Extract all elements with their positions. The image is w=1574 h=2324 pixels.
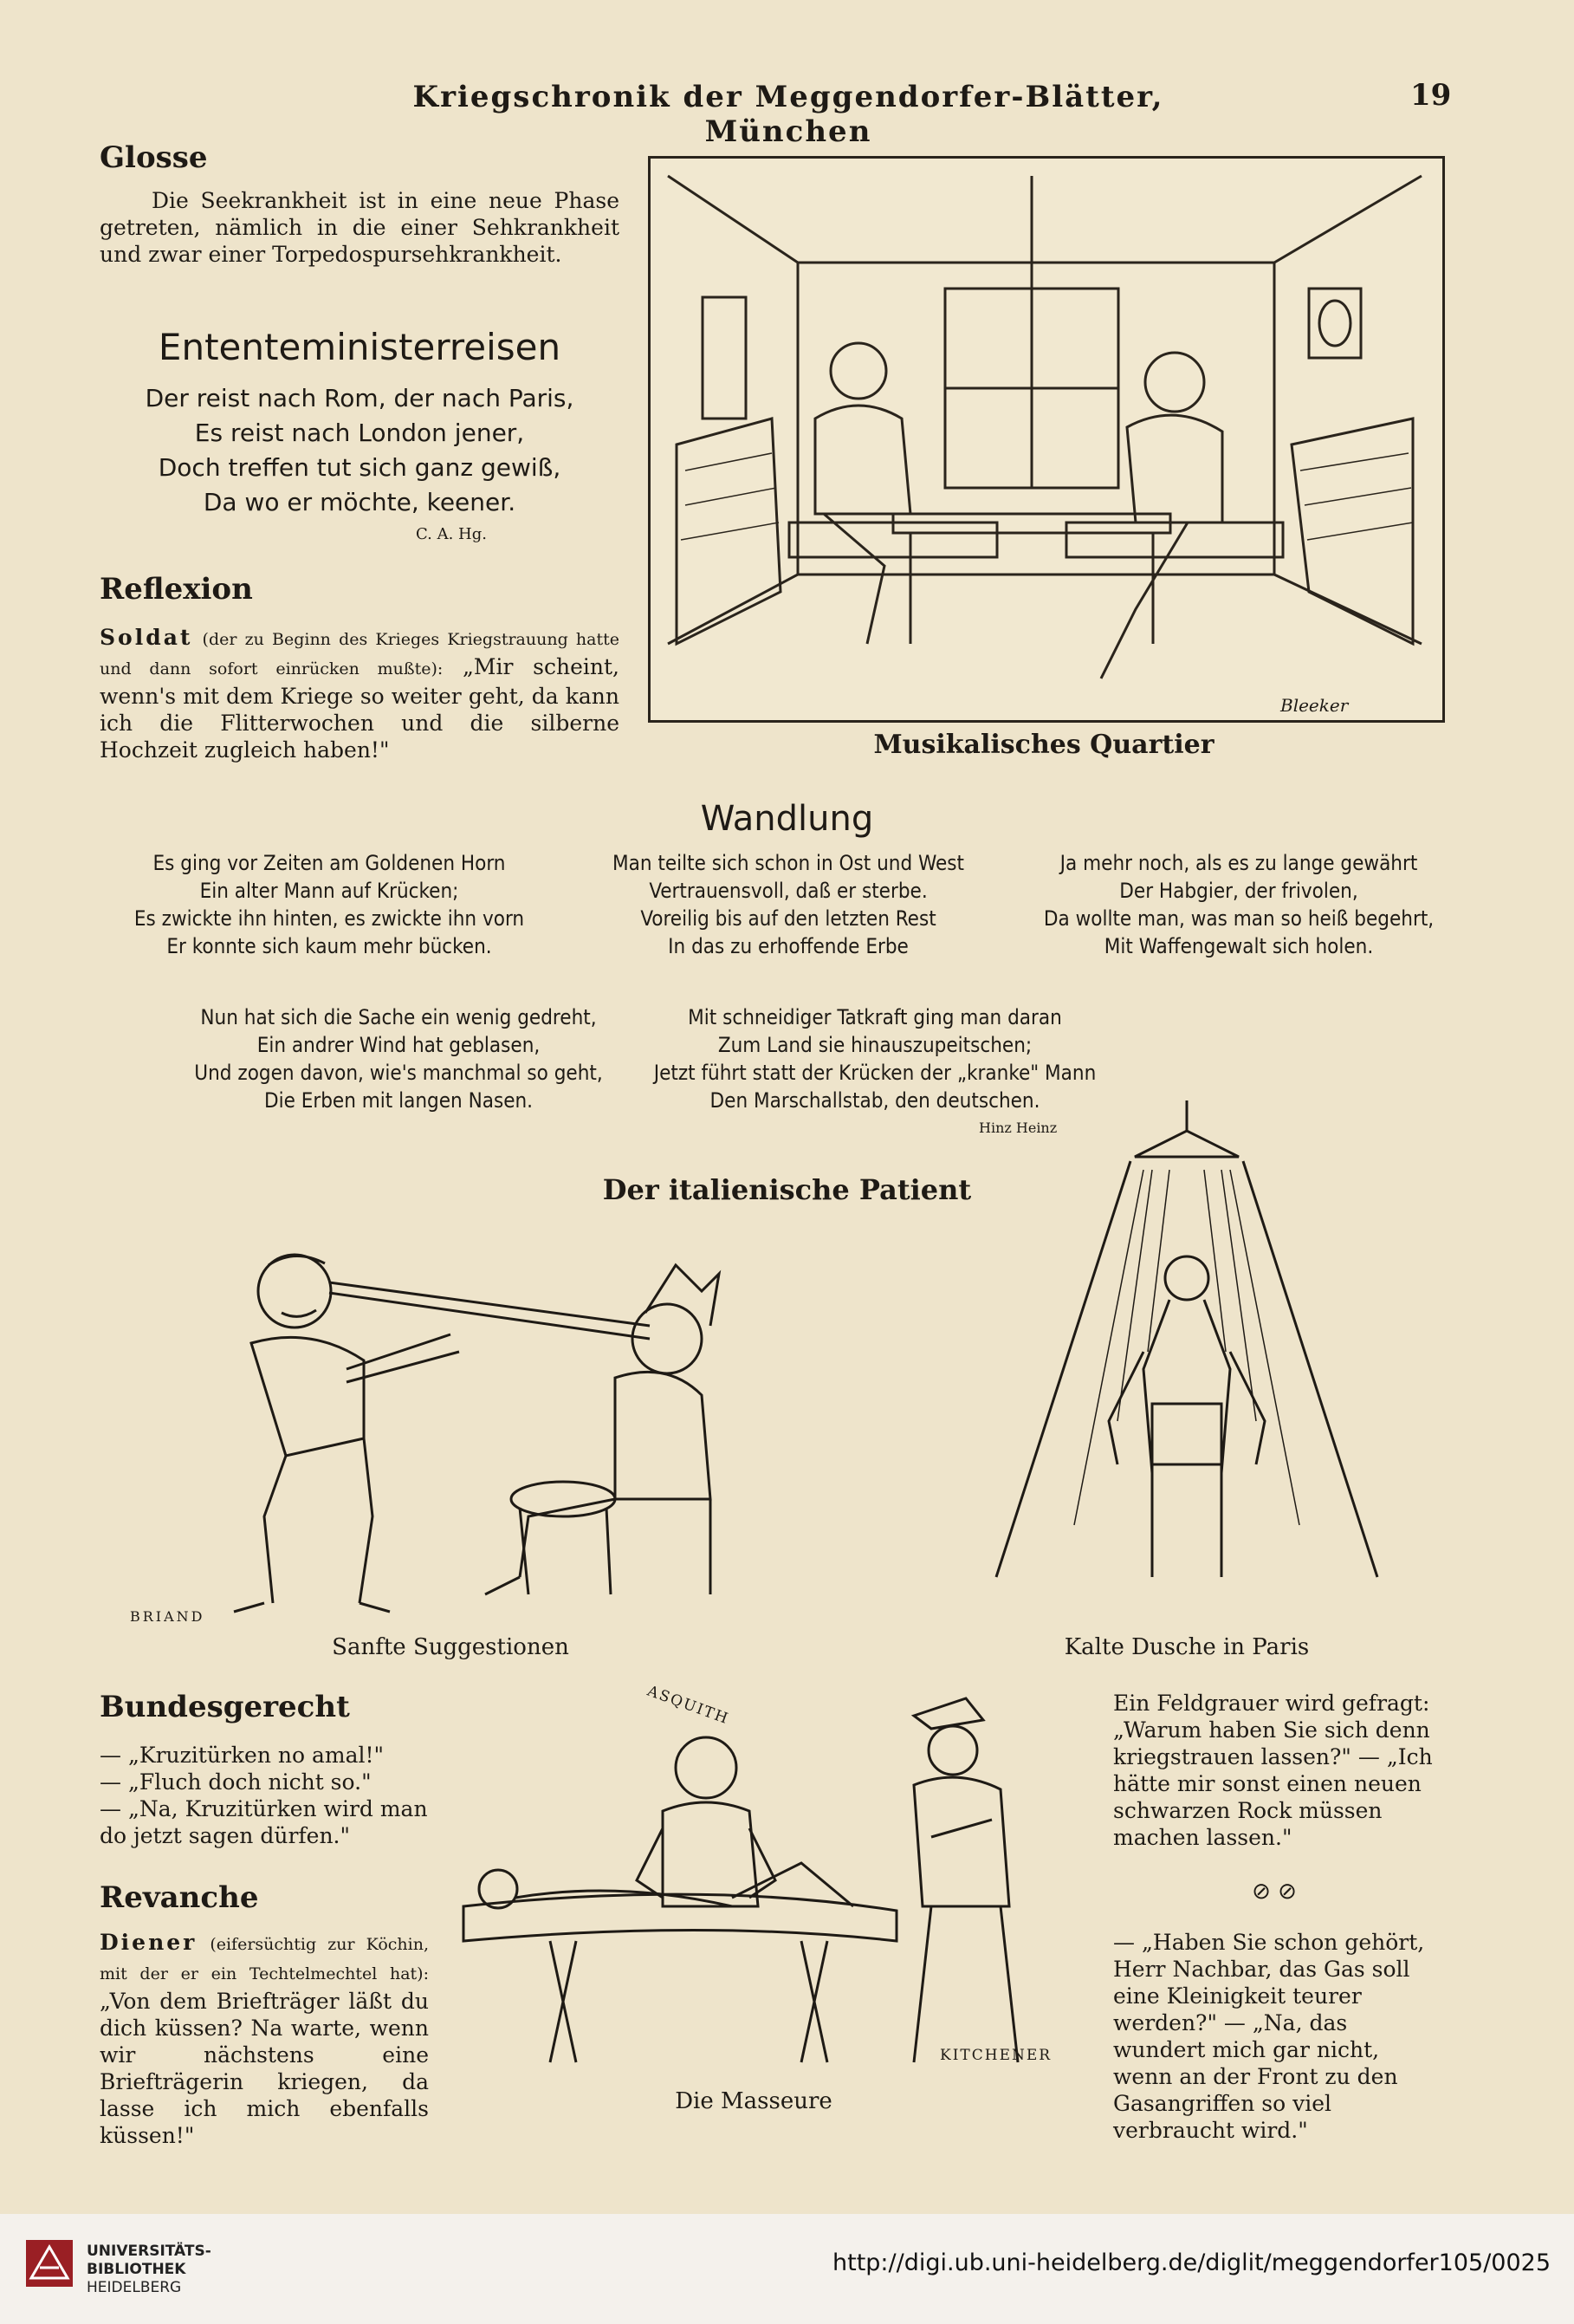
kalte-dusche-caption: Kalte Dusche in Paris	[1064, 1634, 1310, 1660]
poem-line: Doch treffen tut sich ganz gewiß,	[158, 453, 561, 482]
wandlung-stanza-1	[95, 849, 563, 960]
patient-title: Der italienische Patient	[602, 1173, 972, 1206]
page-number: 19	[1410, 78, 1452, 113]
reflexion-text	[100, 624, 619, 763]
sanfte-caption: Sanfte Suggestionen	[332, 1634, 569, 1660]
verse-line: Es zwickte ihn hinten, es zwickte ihn vorn	[133, 906, 525, 931]
verse-line: Jetzt führt statt der Krücken der „kranke" Mann	[653, 1061, 1097, 1085]
verse-line: Ein alter Mann auf Krücken;	[199, 879, 459, 903]
reflexion-quote: „Mir scheint, wenn's mit dem Kriege so weiter geht, da kann ich die Flitterwochen und die silberne Hochzeit zugleich haben!"	[100, 654, 619, 763]
illustration-caption: Musikalisches Quartier	[873, 730, 1215, 760]
verse-line: Nun hat sich die Sache ein wenig gedreht,	[200, 1005, 597, 1029]
bundesgerecht-text	[100, 1742, 429, 1849]
verse-line: Mit Waffengewalt sich holen.	[1104, 934, 1374, 958]
verse-line: Voreilig bis auf den letzten Rest	[640, 906, 936, 931]
verse-line: Er konnte sich kaum mehr bücken.	[166, 934, 492, 958]
verse-line: Ein andrer Wind hat geblasen,	[256, 1033, 541, 1057]
bundesgerecht-heading: Bundesgerecht	[100, 1690, 350, 1724]
verse-line: Zum Land sie hinauszupeitschen;	[717, 1033, 1033, 1057]
verse-line: Vertrauensvoll, daß er sterbe.	[649, 879, 928, 903]
asquith-label: ASQUITH	[644, 1682, 732, 1729]
illustration-die-masseure	[446, 1681, 1087, 2080]
wandlung-title: Wandlung	[700, 799, 874, 839]
verse-line: Ja mehr noch, als es zu lange gewährt	[1059, 851, 1418, 875]
dialogue-line: — „Na, Kruzitürken wird man do jetzt sagen dürfen."	[100, 1796, 428, 1848]
source-url-link[interactable]: http://digi.ub.uni-heidelberg.de/diglit/meggendorfer105/0025	[832, 2249, 1551, 2276]
revanche-text	[100, 1929, 429, 2149]
masseure-caption: Die Masseure	[675, 2088, 832, 2114]
reflexion-speaker: Soldat	[100, 625, 193, 650]
verse-line: Der Habgier, der frivolen,	[1119, 879, 1358, 903]
section-ornament: ⊘ ⊘	[1252, 1879, 1297, 1905]
illustration-musikalisches-quartier	[648, 156, 1445, 723]
briand-label: BRIAND	[130, 1608, 205, 1625]
library-name	[87, 2243, 211, 2297]
verse-line: Den Marschallstab, den deutschen.	[709, 1088, 1040, 1113]
wandlung-author: Hinz Heinz	[979, 1120, 1058, 1136]
library-line: HEIDELBERG	[87, 2279, 182, 2296]
verse-line: Die Erben mit langen Nasen.	[263, 1088, 534, 1113]
wandlung-stanza-3	[1005, 849, 1473, 960]
verse-line: Man teilte sich schon in Ost und West	[612, 851, 964, 875]
poem-line: Da wo er möchte, keener.	[203, 488, 516, 516]
verse-line: Es ging vor Zeiten am Goldenen Horn	[152, 851, 506, 875]
glosse-text: Die Seekrankheit ist in eine neue Phase getreten, nämlich in die einer Sehkrankheit und zwar einer Torpedospursehkrankheit.	[100, 188, 619, 267]
dialogue-line: — „Fluch doch nicht so."	[100, 1769, 372, 1795]
revanche-speaker: Diener	[100, 1930, 198, 1955]
university-seal-icon	[24, 2238, 74, 2288]
entente-poem	[100, 381, 619, 520]
dialogue-line: — „Kruzitürken no amal!"	[100, 1743, 385, 1768]
glosse-heading: Glosse	[100, 140, 208, 175]
feldgrauer-text: Ein Feldgrauer wird gefragt: „Warum haben Sie sich denn kriegstrauen lassen?" — „Ich hätte mir sonst einen neuen schwarzen Rock müssen machen lassen."	[1113, 1691, 1433, 1850]
library-line: UNIVERSITÄTS-	[87, 2243, 211, 2260]
revanche-heading: Revanche	[100, 1880, 259, 1915]
entente-title: Ententeministerreisen	[158, 326, 561, 368]
verse-line: Da wollte man, was man so heiß begehrt,	[1043, 906, 1435, 931]
verse-line: In das zu erhoffende Erbe	[668, 934, 909, 958]
illustration-sanfte-suggestionen	[113, 1230, 788, 1629]
poem-line: Es reist nach London jener,	[194, 419, 525, 447]
wandlung-stanza-2	[554, 849, 1022, 960]
verse-line: Und zogen davon, wie's manchmal so geht,	[194, 1061, 603, 1085]
running-title: Kriegschronik der Meggendorfer-Blätter, München	[412, 80, 1164, 149]
library-line: BIBLIOTHEK	[87, 2261, 186, 2278]
wandlung-stanza-4	[165, 1003, 632, 1114]
reflexion-heading: Reflexion	[100, 572, 253, 607]
revanche-stage: (eifersüchtig zur Köchin, mit der er ein Techtelmechtel hat):	[100, 1935, 429, 1983]
kitchener-label: KITCHENER	[940, 2047, 1053, 2064]
entente-author: C. A. Hg.	[416, 525, 487, 543]
poem-line: Der reist nach Rom, der nach Paris,	[145, 384, 574, 412]
illustration-signature: Bleeker	[1280, 695, 1349, 716]
gas-text: — „Haben Sie schon gehört, Herr Nachbar, das Gas soll eine Kleinigkeit teurer werden?" — „Na, das wundert mich gar nicht, wenn an der Front zu den Gasangriffen so viel verbraucht wird."	[1113, 1930, 1425, 2143]
room-drawing	[651, 159, 1442, 720]
illustration-kalte-dusche	[944, 1092, 1429, 1620]
revanche-quote: „Von dem Briefträger läßt du dich küssen? Na warte, wenn wir nächstens eine Briefträgerin kriegen, da lasse ich mich ebenfalls küssen!"	[100, 1989, 429, 2148]
reflexion-stage: (der zu Beginn des Krieges Kriegstrauung hatte und dann sofort einrücken mußte):	[100, 630, 619, 678]
verse-line: Mit schneidiger Tatkraft ging man daran	[688, 1005, 1062, 1029]
